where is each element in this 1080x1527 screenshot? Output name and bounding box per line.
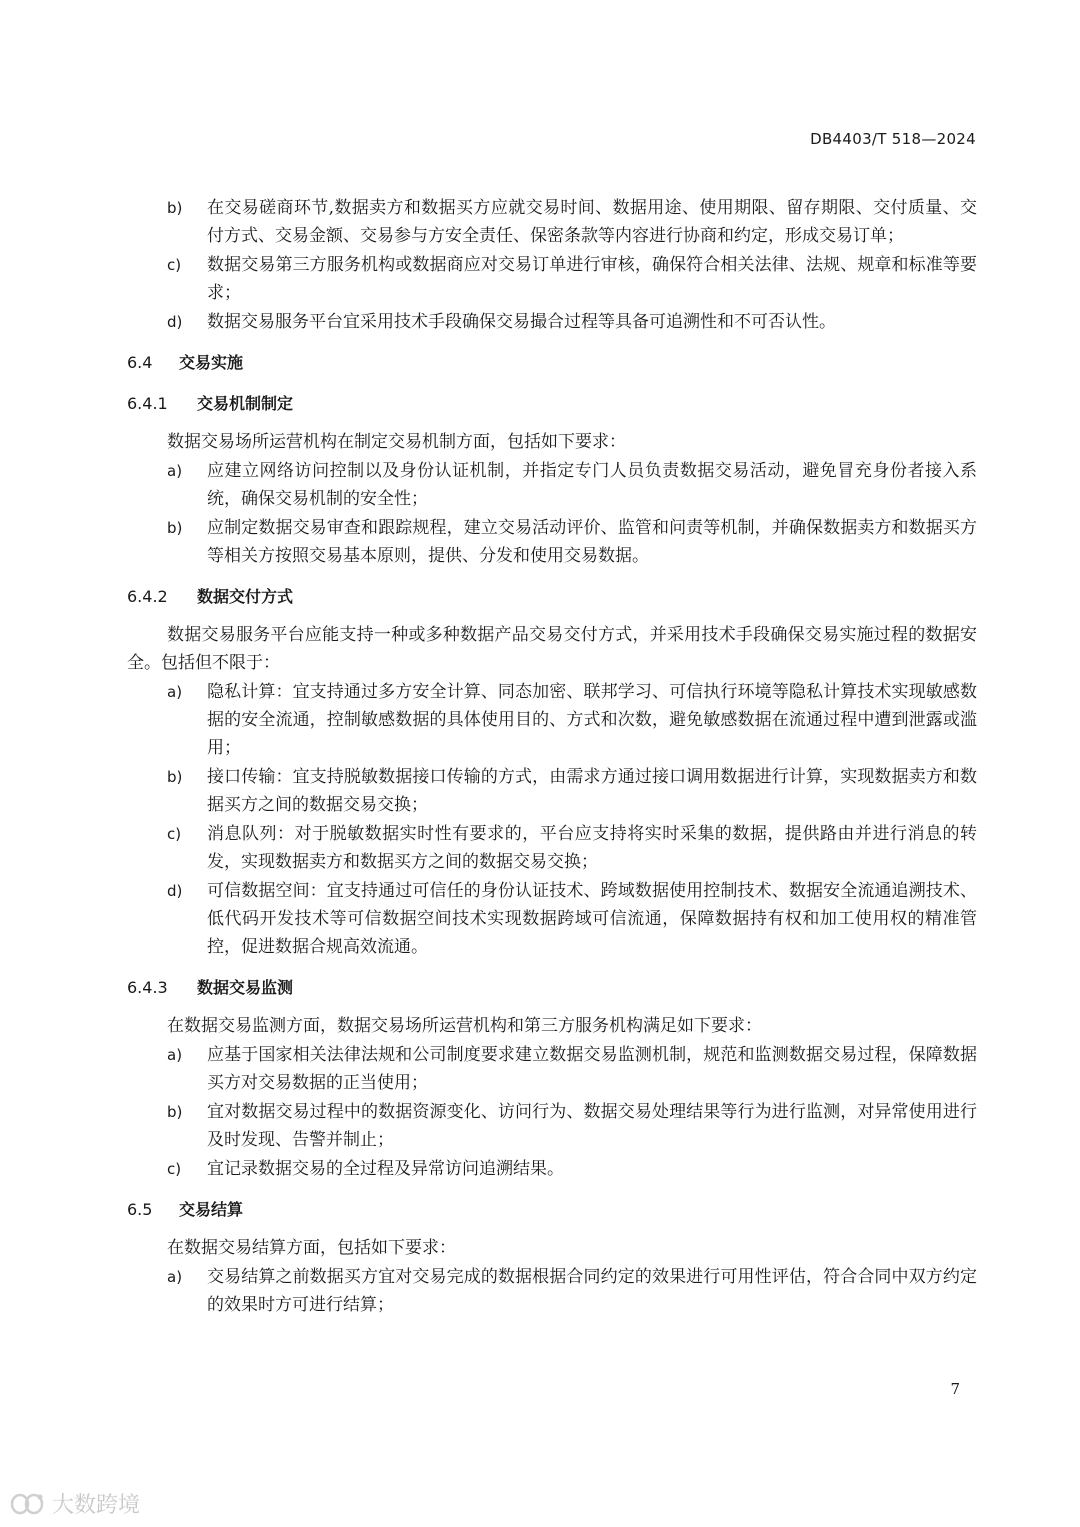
list-marker: c) (167, 1160, 182, 1178)
section-title: 数据交易监测 (197, 978, 294, 997)
list-item-text: 接口传输：宜支持脱敏数据接口传输的方式，由需求方通过接口调用数据进行计算，实现数据卖方和数据买方之间的数据交易交换； (207, 767, 977, 815)
list-item-text: 数据交易服务平台宜采用技术手段确保交易撮合过程等具备可追溯性和不可否认性。 (207, 312, 836, 332)
watermark-text: 大数跨境 (52, 1493, 141, 1518)
list-marker: d) (167, 313, 183, 331)
list-item (127, 308, 977, 336)
document-body (127, 194, 977, 1320)
list-item (127, 678, 977, 762)
list-item (127, 514, 977, 570)
watermark-logo-icon (10, 1491, 46, 1517)
section-title: 交易机制制定 (197, 394, 294, 413)
list-marker: a) (167, 462, 183, 480)
list-item (127, 1041, 977, 1097)
list-item-text: 应基于国家相关法律法规和公司制度要求建立数据交易监测机制，规范和监测数据交易过程，保障数据买方对交易数据的正当使用； (207, 1045, 977, 1093)
list-item-text: 在交易磋商环节,数据卖方和数据买方应就交易时间、数据用途、使用期限、留存期限、交付质量、交付方式、交易金额、交易参与方安全责任、保密条款等内容进行协商和约定，形成交易订单； (207, 198, 977, 246)
paragraph: 在数据交易监测方面，数据交易场所运营机构和第三方服务机构满足如下要求： (167, 1016, 762, 1036)
section-heading (127, 583, 977, 611)
list-item-text: 应建立网络访问控制以及身份认证机制，并指定专门人员负责数据交易活动，避免冒充身份者接入系统，确保交易机制的安全性； (207, 461, 977, 509)
watermark (10, 1488, 140, 1519)
list-marker: a) (167, 1268, 183, 1286)
list-item-text: 应制定数据交易审查和跟踪规程，建立交易活动评价、监管和问责等机制，并确保数据卖方和数据买方等相关方按照交易基本原则，提供、分发和使用交易数据。 (207, 518, 977, 566)
list-item (127, 1155, 977, 1183)
list-item-text: 隐私计算：宜支持通过多方安全计算、同态加密、联邦学习、可信执行环境等隐私计算技术实现敏感数据的安全流通，控制敏感数据的具体使用目的、方式和次数，避免敏感数据在流通过程中遭到泄露或滥用； (207, 682, 977, 758)
list-item (127, 763, 977, 819)
list-marker: c) (167, 256, 182, 274)
list-item-text: 交易结算之前数据买方宜对交易完成的数据根据合同约定的效果进行可用性评估，符合合同中双方约定的效果时方可进行结算； (207, 1267, 977, 1315)
list-item (127, 877, 977, 961)
section-number: 6.4.3 (127, 978, 168, 997)
list-marker: d) (167, 882, 183, 900)
section-number: 6.5 (127, 1200, 153, 1219)
list-item (127, 194, 977, 250)
paragraph: 在数据交易结算方面，包括如下要求： (167, 1238, 456, 1258)
section-title: 交易实施 (179, 353, 244, 372)
section-heading (127, 390, 977, 418)
section-number: 6.4.1 (127, 394, 168, 413)
document-code: DB4403/T 518—2024 (810, 130, 976, 148)
list-item-text: 数据交易第三方服务机构或数据商应对交易订单进行审核，确保符合相关法律、法规、规章和标准等要求； (207, 255, 977, 303)
list-item (127, 1098, 977, 1154)
paragraph: 数据交易服务平台应能支持一种或多种数据产品交易交付方式，并采用技术手段确保交易实施过程的数据安全。包括但不限于： (127, 625, 977, 673)
section-heading (127, 1196, 977, 1224)
list-item (127, 251, 977, 307)
list-item (127, 820, 977, 876)
list-marker: b) (167, 199, 183, 217)
section-heading (127, 349, 977, 377)
list-item (127, 457, 977, 513)
page-number: 7 (950, 1380, 960, 1398)
list-item-text: 宜记录数据交易的全过程及异常访问追溯结果。 (207, 1159, 564, 1179)
list-item-text: 宜对数据交易过程中的数据资源变化、访问行为、数据交易处理结果等行为进行监测，对异常使用进行及时发现、告警并制止； (207, 1102, 977, 1150)
list-item-text: 消息队列：对于脱敏数据实时性有要求的，平台应支持将实时采集的数据，提供路由并进行消息的转发，实现数据卖方和数据买方之间的数据交易交换； (207, 824, 977, 872)
list-marker: a) (167, 1046, 183, 1064)
list-marker: b) (167, 1103, 183, 1121)
section-heading (127, 974, 977, 1002)
section-title: 交易结算 (179, 1200, 244, 1219)
section-number: 6.4.2 (127, 587, 168, 606)
paragraph: 数据交易场所运营机构在制定交易机制方面，包括如下要求： (167, 432, 626, 452)
list-item-text: 可信数据空间：宜支持通过可信任的身份认证技术、跨域数据使用控制技术、数据安全流通追溯技术、低代码开发技术等可信数据空间技术实现数据跨域可信流通，保障数据持有权和加工使用权的精准管控，促进数据合规高效流通。 (207, 881, 977, 957)
list-marker: b) (167, 519, 183, 537)
section-number: 6.4 (127, 353, 153, 372)
list-marker: c) (167, 825, 182, 843)
list-item (127, 1263, 977, 1319)
list-marker: b) (167, 768, 183, 786)
list-marker: a) (167, 683, 183, 701)
section-title: 数据交付方式 (197, 587, 294, 606)
